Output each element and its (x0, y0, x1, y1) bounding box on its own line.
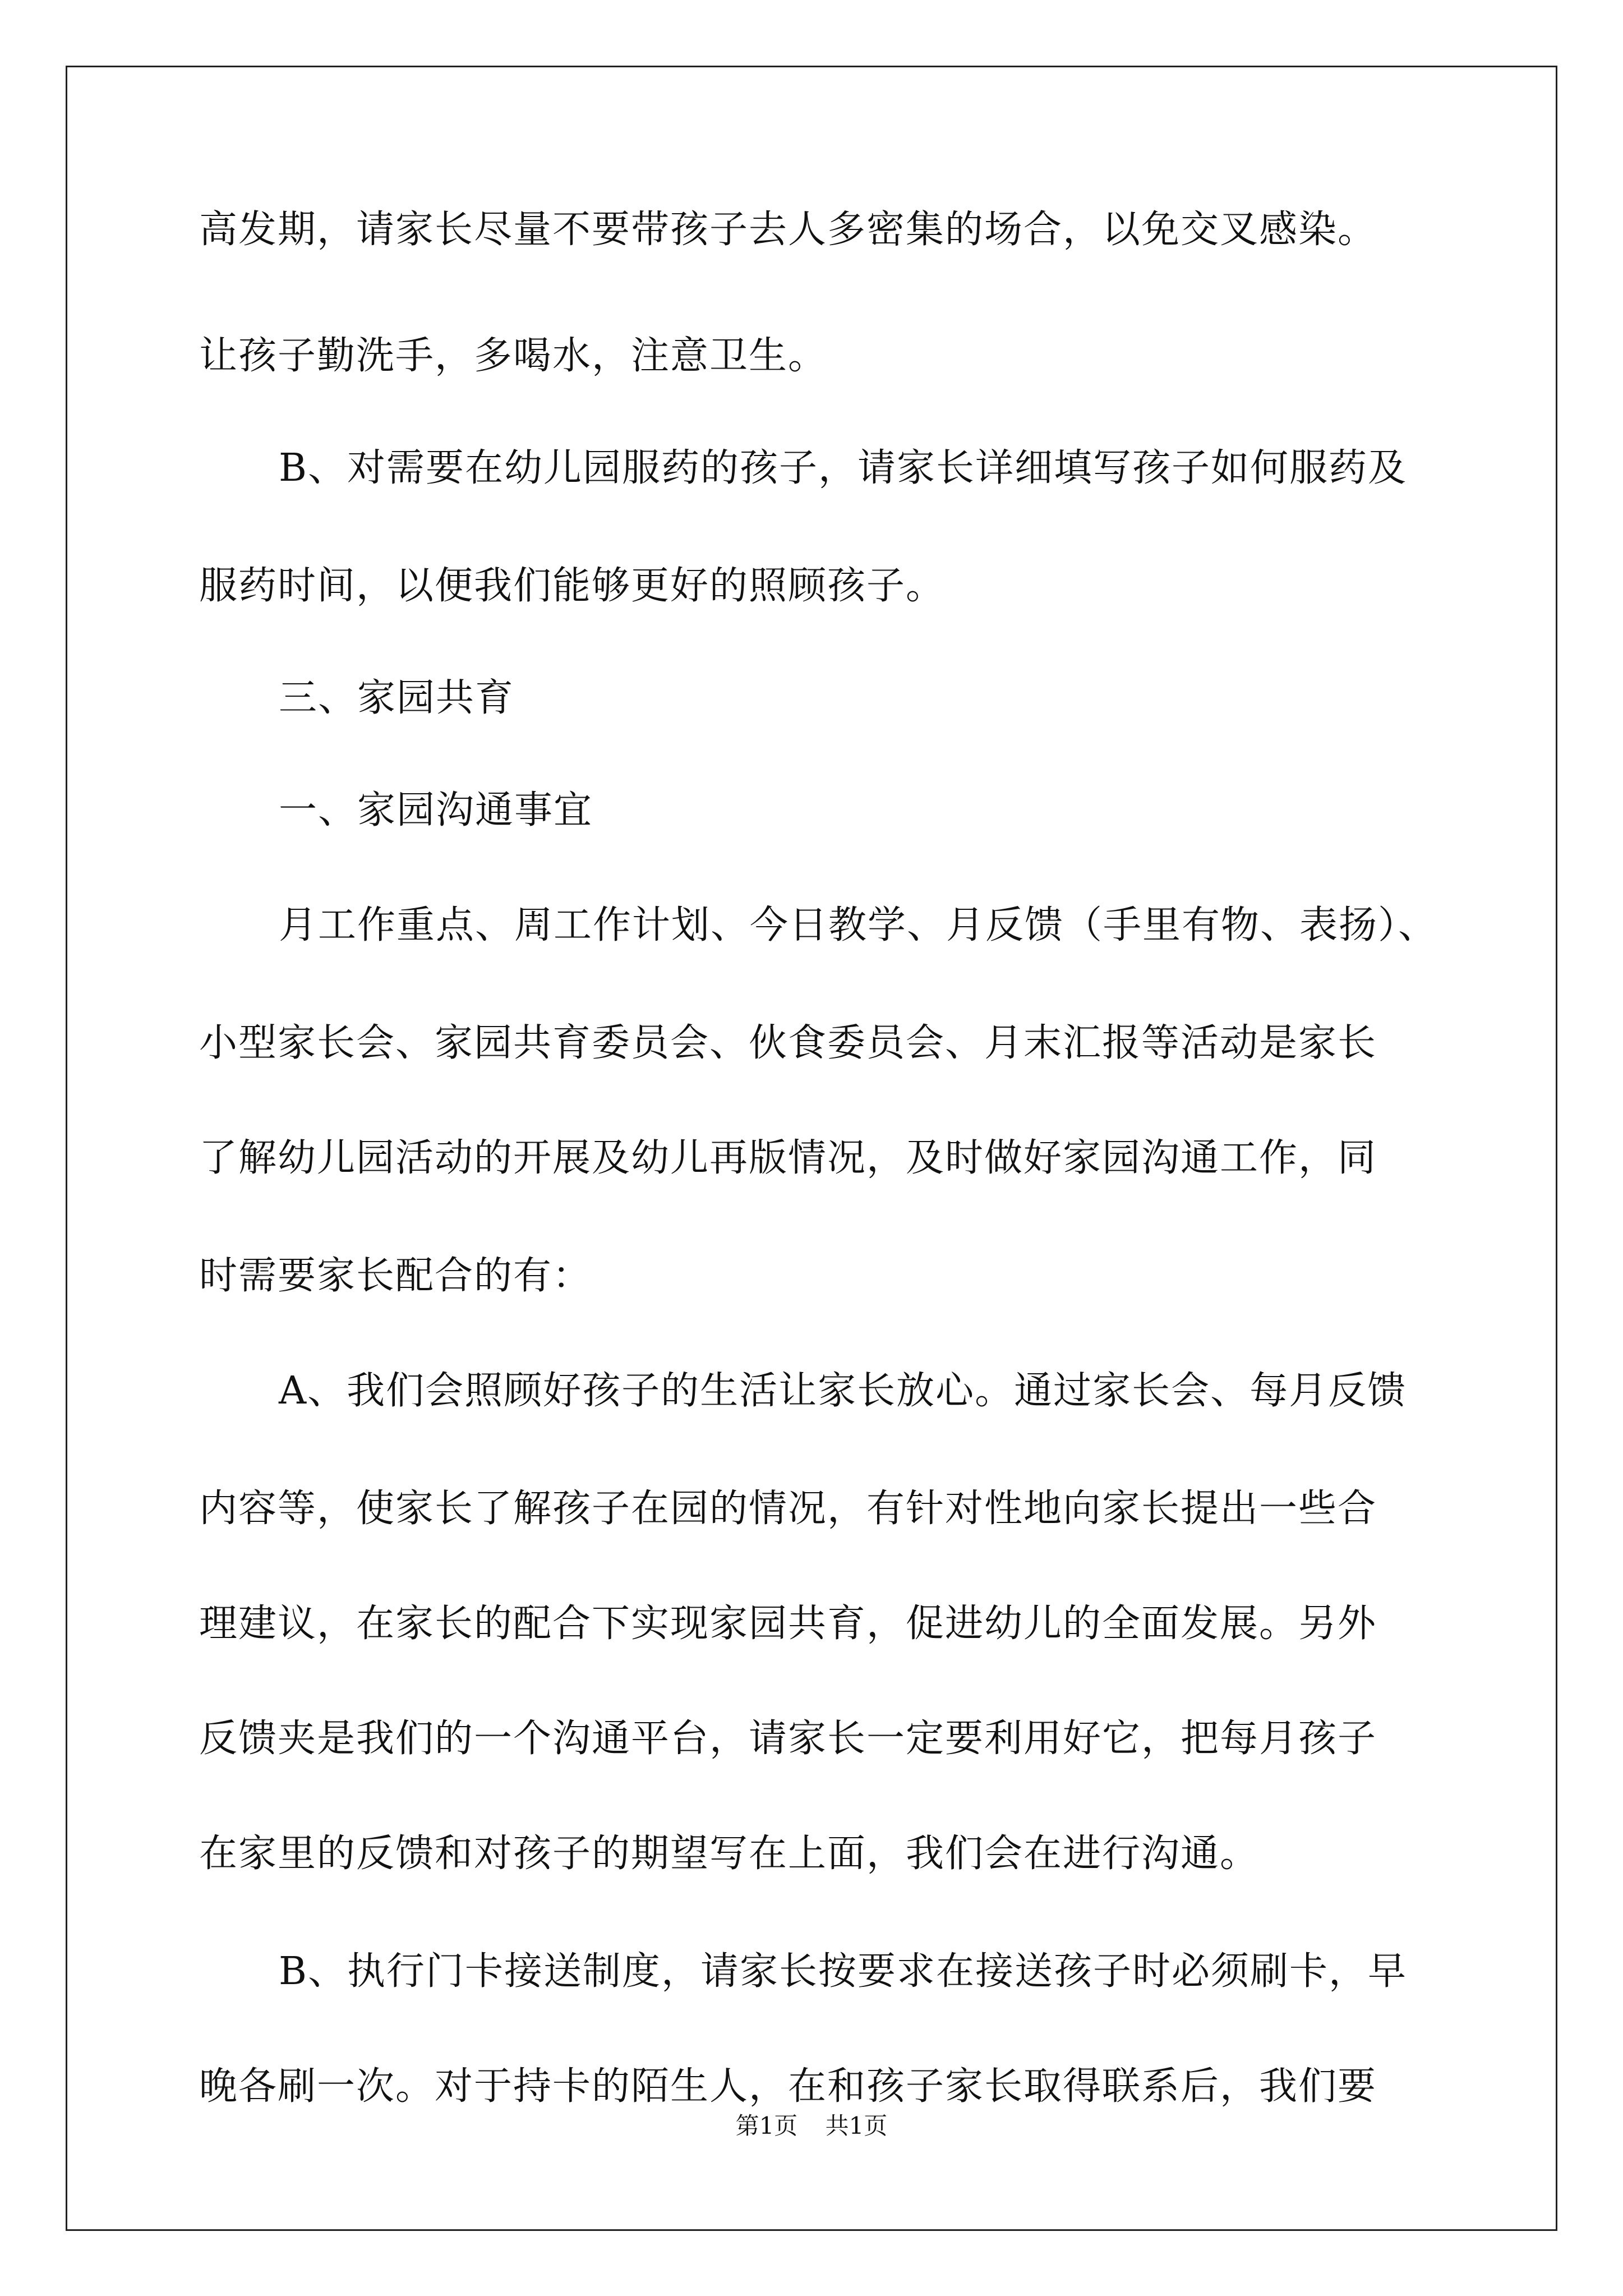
text-line-11: A、我们会照顾好孩子的生活让家长放心。通过家长会、每月反馈 (279, 1369, 1407, 1413)
text-line-4: 服药时间，以便我们能够更好的照顾孩子。 (199, 564, 946, 608)
page-total: 共1页 (825, 2112, 888, 2139)
text-line-2: 让孩子勤洗手，多喝水，注意卫生。 (199, 334, 828, 378)
text-line-10: 时需要家长配合的有： (199, 1254, 592, 1298)
text-line-13: 理建议，在家长的配合下实现家园共育，促进幼儿的全面发展。另外 (199, 1602, 1377, 1646)
text-line-15: 在家里的反馈和对孩子的期望写在上面，我们会在进行沟通。 (199, 1832, 1260, 1876)
text-line-1: 高发期，请家长尽量不要带孩子去人多密集的场合，以免交叉感染。 (199, 208, 1377, 252)
text-line-8: 小型家长会、家园共育委员会、伙食委员会、月末汇报等活动是家长 (199, 1021, 1377, 1065)
text-line-7: 月工作重点、周工作计划、今日教学、月反馈（手里有物、表扬）、 (279, 903, 1438, 947)
page-footer (0, 2109, 1623, 2143)
text-line-17: 晚各刷一次。对于持卡的陌生人，在和孩子家长取得联系后，我们要 (199, 2064, 1377, 2109)
text-line-3: B、对需要在幼儿园服药的孩子，请家长详细填写孩子如何服药及 (279, 446, 1407, 490)
text-line-9: 了解幼儿园活动的开展及幼儿再版情况，及时做好家园沟通工作，同 (199, 1136, 1377, 1180)
subsection-heading-goutong: 一、家园沟通事宜 (279, 788, 593, 832)
text-line-16: B、执行门卡接送制度，请家长按要求在接送孩子时必须刷卡，早 (279, 1949, 1407, 1994)
section-heading-jiayuan-gongyu: 三、家园共育 (279, 676, 515, 720)
text-line-14: 反馈夹是我们的一个沟通平台，请家长一定要利用好它，把每月孩子 (199, 1717, 1377, 1761)
page-number: 第1页 (735, 2112, 798, 2139)
text-line-12: 内容等，使家长了解孩子在园的情况，有针对性地向家长提出一些合 (199, 1487, 1377, 1531)
